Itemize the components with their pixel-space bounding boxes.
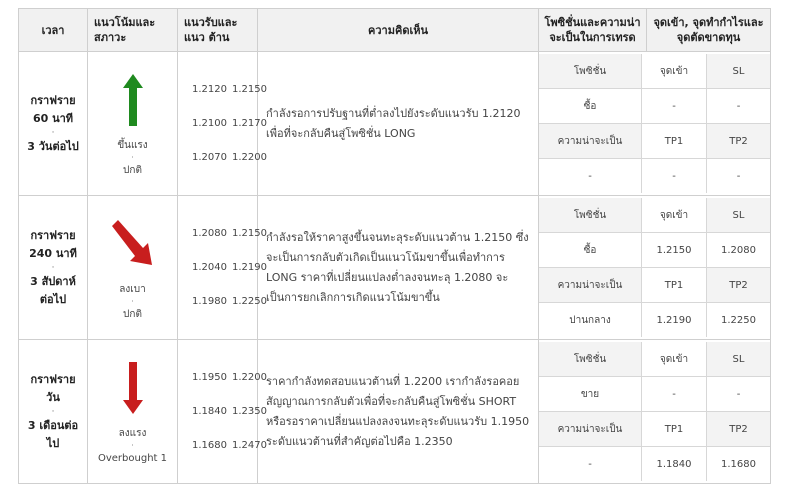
position-grid-cell [539,52,771,196]
support-level: 1.2040 [192,261,227,273]
period-line: 3 เดือนต่อ [27,418,79,432]
trend-cell [88,340,178,484]
grid-value: 1.2250 [707,303,771,338]
period-separator: · [51,262,55,273]
period-line: 60 นาที [32,111,74,125]
grid-value: - [707,377,771,412]
grid-label: TP1 [642,124,707,159]
trend-separator: · [131,440,134,450]
up-arrow-icon [123,74,143,126]
level-pair [192,217,267,251]
grid-label: TP1 [642,412,707,447]
grid-value: - [539,447,642,482]
period-line: ไป [46,436,60,450]
header-support-resistance: แนวรับและแนว ต้าน [178,9,258,52]
comment-cell: กำลังรอการปรับฐานที่ต่ำลงไปยังระดับแนวรับ 1.2120 เพื่อที่จะกลับคืนสู่โพซิชั่น LONG [258,52,539,196]
grid-label: โพซิชั่น [539,342,642,377]
table-row [19,196,771,340]
resistance-level: 1.2200 [232,371,267,383]
level-pair [192,251,267,285]
trend-strength: ลงแรง [118,427,147,439]
grid-label: ความน่าจะเป็น [539,268,642,303]
level-pair [192,395,267,429]
grid-label: จุดเข้า [642,342,707,377]
support-level: 1.2120 [192,83,227,95]
resistance-level: 1.2350 [232,405,267,417]
support-level: 1.2070 [192,151,227,163]
levels-cell [178,340,267,484]
table-row [19,340,771,484]
period-line: วัน [46,390,60,404]
trend-condition: ปกติ [123,164,142,176]
level-pair [192,285,267,319]
grid-label: SL [707,198,771,233]
comment-cell: กำลังรอให้ราคาสูงขึ้นจนทะลุระดับแนวต้าน 1.2150 ซึ่งจะเป็นการกลับตัวเกิดเป็นแนวโน้มขาขึ้นเพื่อทำการ LONG ราคาที่เปลี่ยนแปลงต่ำลงจนทะลุ 1.2080 จะเป็นการยกเลิกการเกิดแนวโน้มขาขึ้น [258,196,539,340]
grid-value: ขาย [539,377,642,412]
grid-label: จุดเข้า [642,198,707,233]
support-level: 1.2100 [192,117,227,129]
period-line: กราฟราย [30,228,76,242]
header-trend: แนวโน้มและ สภาวะ [88,9,178,52]
period-line: ต่อไป [39,292,67,306]
trend-condition: Overbought 1 [97,452,167,464]
support-level: 1.2080 [192,227,227,239]
grid-value: - [642,89,707,124]
position-grid [539,54,770,193]
header-comment: ความคิดเห็น [258,9,539,52]
levels-cell [178,52,267,196]
level-pair [192,361,267,395]
header-position: โพซิชั่นและความน่า จะเป็นในการเทรด [539,9,647,52]
support-level: 1.1680 [192,439,227,451]
grid-label: TP2 [707,268,771,303]
trend-cell [88,52,178,196]
grid-value: 1.1680 [707,447,771,482]
grid-label: ความน่าจะเป็น [539,124,642,159]
period-line: กราฟราย [30,372,76,386]
grid-value: - [707,89,771,124]
period-line: 3 วันต่อไป [27,139,79,153]
grid-value: ซื้อ [539,89,642,124]
down-arrow-icon [123,362,143,414]
trend-condition: ปกติ [123,308,142,320]
grid-value: ปานกลาง [539,303,642,338]
level-pair [192,73,267,107]
grid-label: SL [707,342,771,377]
resistance-level: 1.2250 [232,295,267,307]
period-cell [19,340,88,484]
position-grid-cell [539,340,771,484]
grid-label: TP2 [707,412,771,447]
resistance-level: 1.2170 [232,117,267,129]
grid-label: โพซิชั่น [539,198,642,233]
grid-label: TP2 [707,124,771,159]
period-cell [19,52,88,196]
resistance-level: 1.2150 [232,83,267,95]
grid-value: - [539,159,642,194]
resistance-level: 1.2470 [232,439,267,451]
grid-label: ความน่าจะเป็น [539,412,642,447]
grid-value: - [707,159,771,194]
header-time: เวลา [19,9,88,52]
trend-strength: ลงเบา [119,283,146,295]
comment-cell: ราคากำลังทดสอบแนวต้านที่ 1.2200 เรากำลังรอคอยสัญญาณการกลับตัวเพื่อที่จะกลับคืนสู่โพซิชั่น SHORT หรือรอราคาเปลี่ยนแปลงลงจนทะลุระดับแนวรับ 1.1950 ระดับแนวต้านที่สำคัญต่อไปคือ 1.2350 [258,340,539,484]
period-line: กราฟราย [30,93,76,107]
levels-cell [178,196,267,340]
resistance-level: 1.2190 [232,261,267,273]
grid-value: 1.2150 [642,233,707,268]
period-separator: · [51,406,55,417]
position-grid [539,198,770,337]
resistance-level: 1.2200 [232,151,267,163]
position-grid-cell [539,196,771,340]
resistance-level: 1.2150 [232,227,267,239]
grid-value: - [642,377,707,412]
support-level: 1.1950 [192,371,227,383]
grid-label: จุดเข้า [642,54,707,89]
level-pair [192,141,267,175]
grid-label: โพซิชั่น [539,54,642,89]
period-line: 240 นาที [29,246,77,260]
grid-value: 1.2080 [707,233,771,268]
down-right-arrow-icon [110,219,156,269]
grid-label: TP1 [642,268,707,303]
grid-value: 1.2190 [642,303,707,338]
support-level: 1.1980 [192,295,227,307]
table-row [19,52,771,196]
trend-separator: · [131,296,134,306]
analysis-table [18,8,771,484]
header-row [19,9,771,52]
level-pair [192,107,267,141]
period-separator: · [51,127,55,138]
header-entry: จุดเข้า, จุดทำกำไรและ จุดตัดขาดทุน [647,9,771,52]
period-cell [19,196,88,340]
grid-value: 1.1840 [642,447,707,482]
grid-value: ซื้อ [539,233,642,268]
trend-cell [88,196,178,340]
level-pair [192,429,267,463]
trend-strength: ขึ้นแรง [117,139,148,151]
period-line: 3 สัปดาห์ [30,274,76,288]
grid-label: SL [707,54,771,89]
position-grid [539,342,770,481]
trend-separator: · [131,152,134,162]
support-level: 1.1840 [192,405,227,417]
grid-value: - [642,159,707,194]
